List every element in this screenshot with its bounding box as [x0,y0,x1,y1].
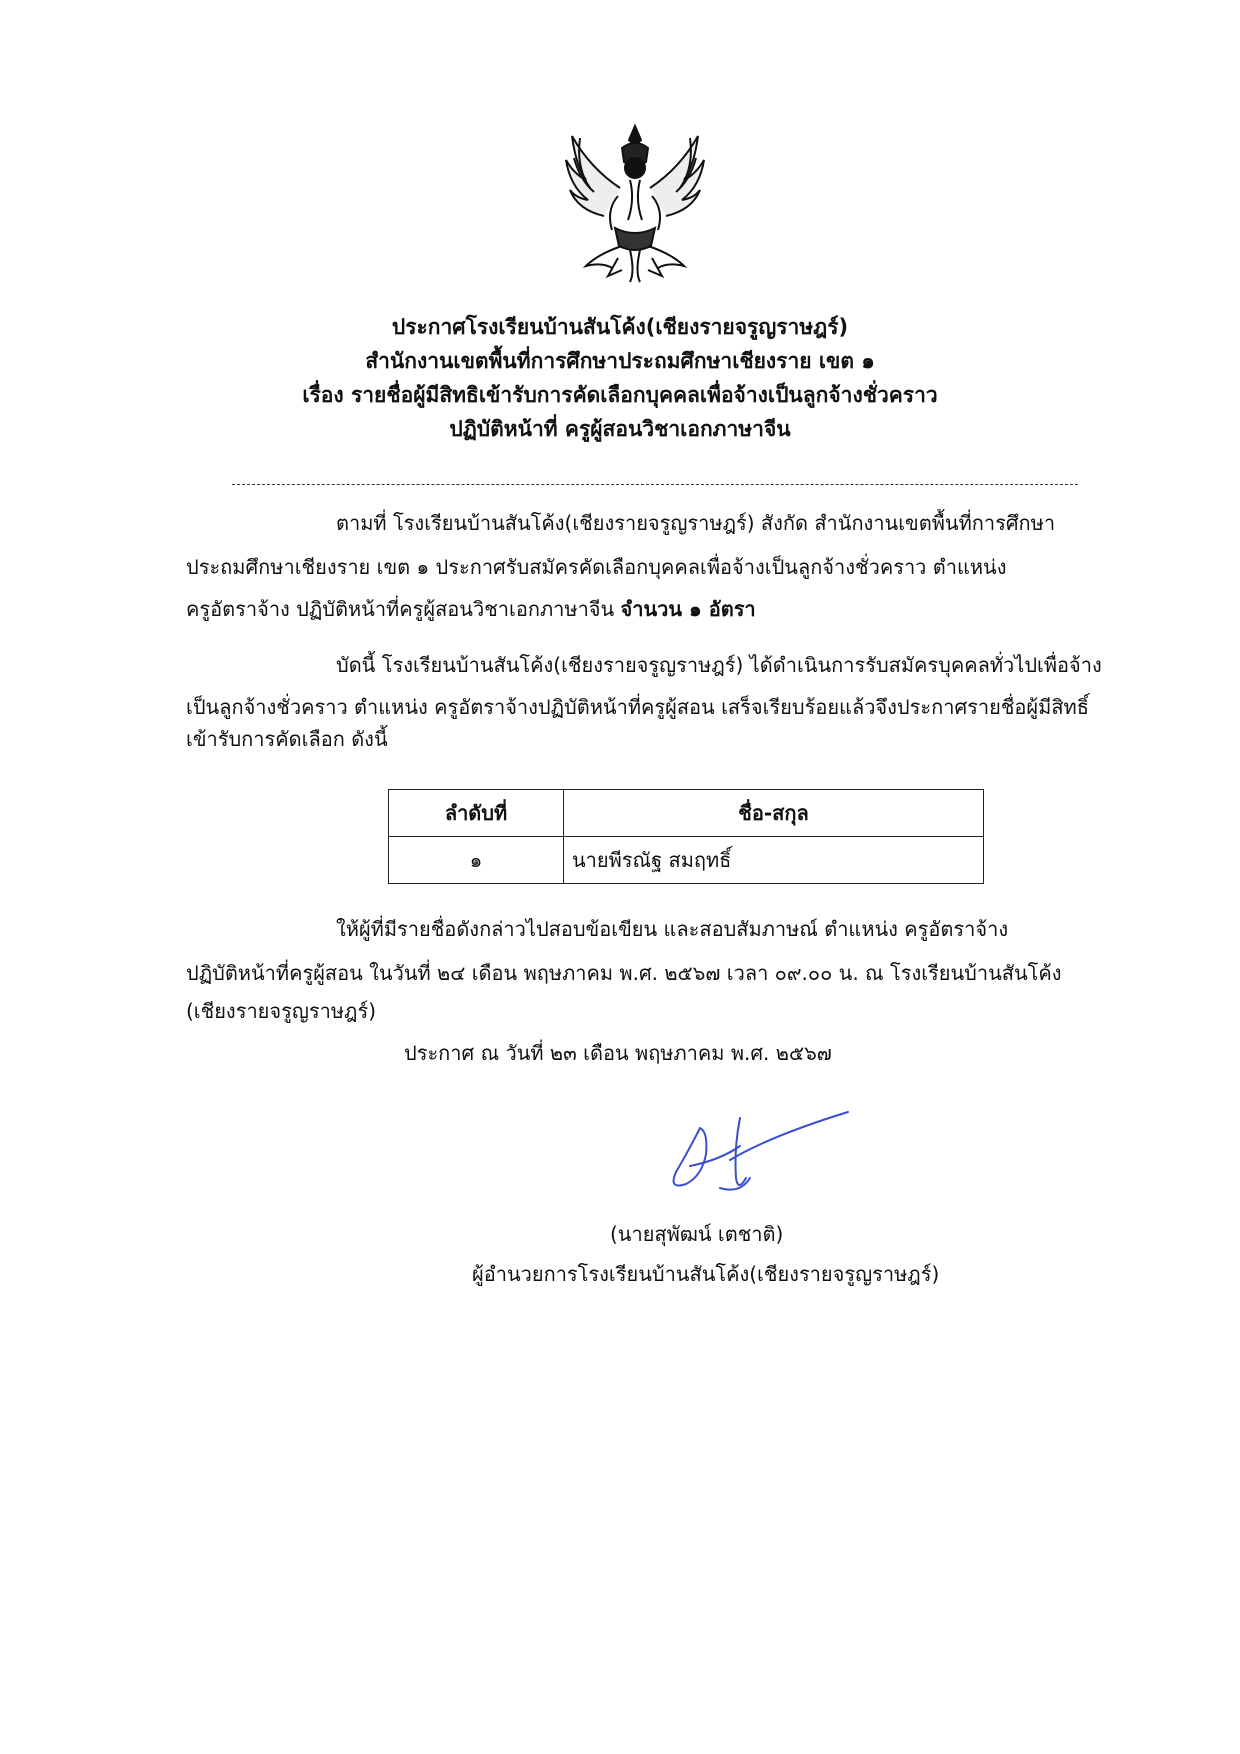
announce-date: ประกาศ ณ วันที่ ๒๓ เดือน พฤษภาคม พ.ศ. ๒๕๖๗ [404,1041,832,1065]
row-name: นายพีรณัฐ สมฤทธิ์ [564,837,984,884]
candidate-table [388,789,984,884]
table-row [389,837,984,884]
para2-line-1: บัดนี้ โรงเรียนบ้านสันโค้ง(เชียงรายจรูญราษฎร์) ได้ดำเนินการรับสมัครบุคคลทั่วไปเพื่อจ้าง [336,653,1102,677]
para1-line-2: ประถมศึกษาเชียงราย เขต ๑ ประกาศรับสมัครคัดเลือกบุคคลเพื่อจ้างเป็นลูกจ้างชั่วคราว ตำแหน่ง [186,555,1007,579]
heading-line-2: สำนักงานเขตพื้นที่การศึกษาประถมศึกษาเชียงราย เขต ๑ [365,349,875,373]
announcement-heading [0,310,1240,446]
para3-line-2: ปฏิบัติหน้าที่ครูผู้สอน ในวันที่ ๒๔ เดือน พฤษภาคม พ.ศ. ๒๕๖๗ เวลา ๐๙.๐๐ น. ณ โรงเรียนบ้านสันโค้ง [186,961,1062,985]
col-header-number: ลำดับที่ [389,790,564,837]
para3-line-3: (เชียงรายจรูญราษฎร์) [186,999,377,1023]
position-count: จำนวน ๑ อัตรา [620,597,756,621]
para2-line-2: เป็นลูกจ้างชั่วคราว ตำแหน่ง ครูอัตราจ้างปฏิบัติหน้าที่ครูผู้สอน เสร็จเรียบร้อยแล้วจึงประกาศรายชื่อผู้มีสิทธิ์ [186,695,1089,719]
garuda-emblem-icon [560,118,710,288]
heading-line-4: ปฏิบัติหน้าที่ ครูผู้สอนวิชาเอกภาษาจีน [449,417,791,441]
heading-line-1: ประกาศโรงเรียนบ้านสันโค้ง(เชียงรายจรูญราษฎร์) [391,315,849,339]
signature-icon [660,1108,860,1208]
para1-line-3-text: ครูอัตราจ้าง ปฏิบัติหน้าที่ครูผู้สอนวิชาเอกภาษาจีน [186,597,615,621]
row-number: ๑ [389,837,564,884]
para1-line-3 [186,594,756,624]
para2-line-3: เข้ารับการคัดเลือก ดังนี้ [186,727,388,751]
heading-line-3: เรื่อง รายชื่อผู้มีสิทธิเข้ารับการคัดเลือกบุคคลเพื่อจ้างเป็นลูกจ้างชั่วคราว [302,383,938,407]
para1-line-1: ตามที่ โรงเรียนบ้านสันโค้ง(เชียงรายจรูญราษฎร์) สังกัด สำนักงานเขตพื้นที่การศึกษา [336,511,1056,535]
dashed-divider [232,484,1078,485]
col-header-name: ชื่อ-สกุล [564,790,984,837]
signatory-position: ผู้อำนวยการโรงเรียนบ้านสันโค้ง(เชียงรายจรูญราษฎร์) [472,1262,940,1286]
signatory-name: (นายสุพัฒน์ เตชาติ) [610,1222,784,1246]
para3-line-1: ให้ผู้ที่มีรายชื่อดังกล่าวไปสอบข้อเขียน และสอบสัมภาษณ์ ตำแหน่ง ครูอัตราจ้าง [336,917,1009,941]
table-header-row [389,790,984,837]
